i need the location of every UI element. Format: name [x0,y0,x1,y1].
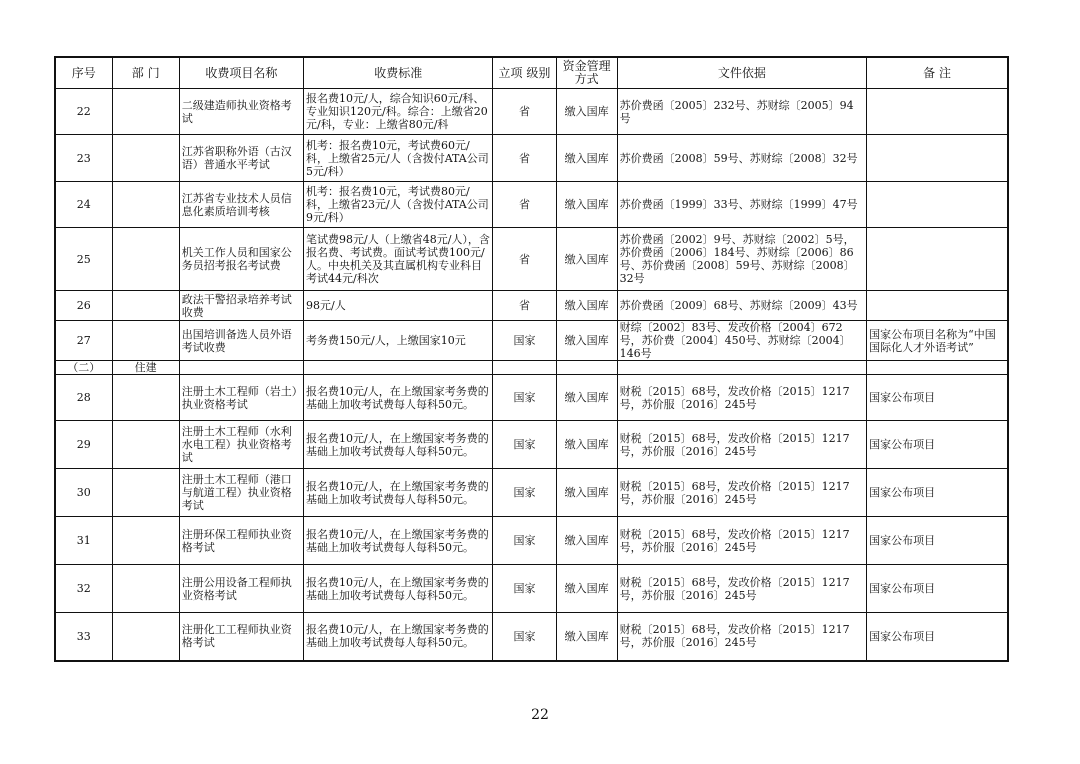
section-row [55,361,1008,375]
row-fund: 缴入国库 [556,613,617,661]
table-row [55,228,1008,291]
row-seq: 26 [55,291,112,321]
row-name: 注册土木工程师（港口与航道工程）执业资格考试 [179,469,303,517]
row-basis: 财税〔2015〕68号，发改价格〔2015〕1217号，苏价服〔2016〕245号 [617,375,867,421]
row-name: 出国培训备选人员外语考试收费 [179,321,303,361]
row-standard: 报名费10元/人，在上缴国家考务费的基础上加收考试费每人每科50元。 [304,375,493,421]
row-basis: 财税〔2015〕68号，发改价格〔2015〕1217号，苏价服〔2016〕245号 [617,613,867,661]
table-row [55,469,1008,517]
row-dept [112,517,179,565]
row-basis: 苏价费函〔2008〕59号、苏财综〔2008〕32号 [617,135,867,182]
row-standard: 机考：报名费10元，考试费60元/科，上缴省25元/人（含拨付ATA公司5元/科） [304,135,493,182]
row-seq: 32 [55,565,112,613]
row-fund: 缴入国库 [556,228,617,291]
table-row [55,291,1008,321]
row-basis: 财综〔2002〕83号、发改价格〔2004〕672号，苏价费〔2004〕450号、苏财综〔2004〕146号 [617,321,867,361]
row-fund: 缴入国库 [556,375,617,421]
row-level: 国家 [493,421,556,469]
row-seq: 27 [55,321,112,361]
row-level: 国家 [493,565,556,613]
row-dept [112,375,179,421]
table-row [55,517,1008,565]
row-level: 国家 [493,613,556,661]
table-row [55,613,1008,661]
table-row [55,135,1008,182]
row-standard: 报名费10元/人，综合知识60元/科、专业知识120元/科。综合：上缴省20元/科，专业：上缴省80元/科 [304,89,493,135]
row-level: 省 [493,228,556,291]
row-name: 注册土木工程师（水利水电工程）执业资格考试 [179,421,303,469]
row-basis: 财税〔2015〕68号，发改价格〔2015〕1217号，苏价服〔2016〕245号 [617,469,867,517]
row-note [867,228,1008,291]
fee-table [54,56,1009,662]
row-level: 省 [493,291,556,321]
row-standard: 考务费150元/人，上缴国家10元 [304,321,493,361]
row-basis: 苏价费函〔2009〕68号、苏财综〔2009〕43号 [617,291,867,321]
table-row [55,375,1008,421]
header-row [55,57,1008,89]
row-note: 国家公布项目 [867,613,1008,661]
header-dept: 部 门 [112,57,179,89]
row-standard: 98元/人 [304,291,493,321]
row-fund: 缴入国库 [556,565,617,613]
row-level: 省 [493,135,556,182]
row-note: 国家公布项目 [867,421,1008,469]
row-level: 省 [493,89,556,135]
header-name: 收费项目名称 [179,57,303,89]
row-name: 注册化工工程师执业资格考试 [179,613,303,661]
table-row [55,182,1008,228]
row-level: 国家 [493,375,556,421]
row-basis: 苏价费函〔1999〕33号、苏财综〔1999〕47号 [617,182,867,228]
row-dept [112,469,179,517]
row-note [867,89,1008,135]
row-level: 国家 [493,469,556,517]
row-fund: 缴入国库 [556,321,617,361]
row-basis: 苏价费函〔2002〕9号、苏财综〔2002〕5号，苏价费函〔2006〕184号、苏财综〔2006〕86号、苏价费函〔2008〕59号、苏财综〔2008〕32号 [617,228,867,291]
row-level: 省 [493,182,556,228]
row-level: 国家 [493,517,556,565]
row-note [867,182,1008,228]
row-fund: 缴入国库 [556,517,617,565]
row-seq: 23 [55,135,112,182]
row-note [867,291,1008,321]
row-note: 国家公布项目 [867,565,1008,613]
row-seq: 31 [55,517,112,565]
row-basis: 苏价费函〔2005〕232号、苏财综〔2005〕94号 [617,89,867,135]
row-dept [112,565,179,613]
section-seq: （二） [55,361,112,375]
row-dept [112,182,179,228]
row-name: 注册公用设备工程师执业资格考试 [179,565,303,613]
row-seq: 25 [55,228,112,291]
row-seq: 22 [55,89,112,135]
row-dept [112,613,179,661]
row-fund: 缴入国库 [556,421,617,469]
row-fund: 缴入国库 [556,135,617,182]
row-dept [112,321,179,361]
header-fund: 资金管理方式 [556,57,617,89]
row-basis: 财税〔2015〕68号，发改价格〔2015〕1217号，苏价服〔2016〕245号 [617,517,867,565]
row-standard: 报名费10元/人，在上缴国家考务费的基础上加收考试费每人每科50元。 [304,613,493,661]
row-note: 国家公布项目 [867,375,1008,421]
header-seq: 序号 [55,57,112,89]
row-note: 国家公布项目 [867,517,1008,565]
row-note: 国家公布项目名称为“中国国际化人才外语考试” [867,321,1008,361]
row-name: 机关工作人员和国家公务员招考报名考试费 [179,228,303,291]
row-dept [112,291,179,321]
row-standard: 报名费10元/人，在上缴国家考务费的基础上加收考试费每人每科50元。 [304,421,493,469]
row-dept [112,89,179,135]
row-fund: 缴入国库 [556,291,617,321]
row-note [867,135,1008,182]
row-seq: 24 [55,182,112,228]
row-standard: 报名费10元/人，在上缴国家考务费的基础上加收考试费每人每科50元。 [304,469,493,517]
table-row [55,89,1008,135]
row-dept [112,135,179,182]
row-name: 江苏省专业技术人员信息化素质培训考核 [179,182,303,228]
row-name: 江苏省职称外语（古汉语）普通水平考试 [179,135,303,182]
row-seq: 30 [55,469,112,517]
row-seq: 33 [55,613,112,661]
table-row [55,421,1008,469]
row-dept [112,228,179,291]
row-seq: 28 [55,375,112,421]
table-row [55,565,1008,613]
row-basis: 财税〔2015〕68号，发改价格〔2015〕1217号，苏价服〔2016〕245号 [617,421,867,469]
row-seq: 29 [55,421,112,469]
row-name: 二级建造师执业资格考试 [179,89,303,135]
header-standard: 收费标准 [304,57,493,89]
row-level: 国家 [493,321,556,361]
row-standard: 报名费10元/人，在上缴国家考务费的基础上加收考试费每人每科50元。 [304,565,493,613]
page-number: 22 [531,707,549,723]
row-name: 政法干警招录培养考试收费 [179,291,303,321]
row-standard: 报名费10元/人，在上缴国家考务费的基础上加收考试费每人每科50元。 [304,517,493,565]
header-level: 立项 级别 [493,57,556,89]
row-fund: 缴入国库 [556,182,617,228]
row-name: 注册土木工程师（岩土）执业资格考试 [179,375,303,421]
row-basis: 财税〔2015〕68号，发改价格〔2015〕1217号，苏价服〔2016〕245号 [617,565,867,613]
row-fund: 缴入国库 [556,469,617,517]
header-basis: 文件依据 [617,57,867,89]
row-standard: 机考：报名费10元，考试费80元/科，上缴省23元/人（含拨付ATA公司9元/科） [304,182,493,228]
row-standard: 笔试费98元/人（上缴省48元/人），含报名费、考试费。面试考试费100元/人。中央机关及其直属机构专业科目考试44元/科次 [304,228,493,291]
table-row [55,321,1008,361]
row-note: 国家公布项目 [867,469,1008,517]
row-dept [112,421,179,469]
header-note: 备 注 [867,57,1008,89]
row-name: 注册环保工程师执业资格考试 [179,517,303,565]
row-fund: 缴入国库 [556,89,617,135]
section-dept: 住建 [112,361,179,375]
